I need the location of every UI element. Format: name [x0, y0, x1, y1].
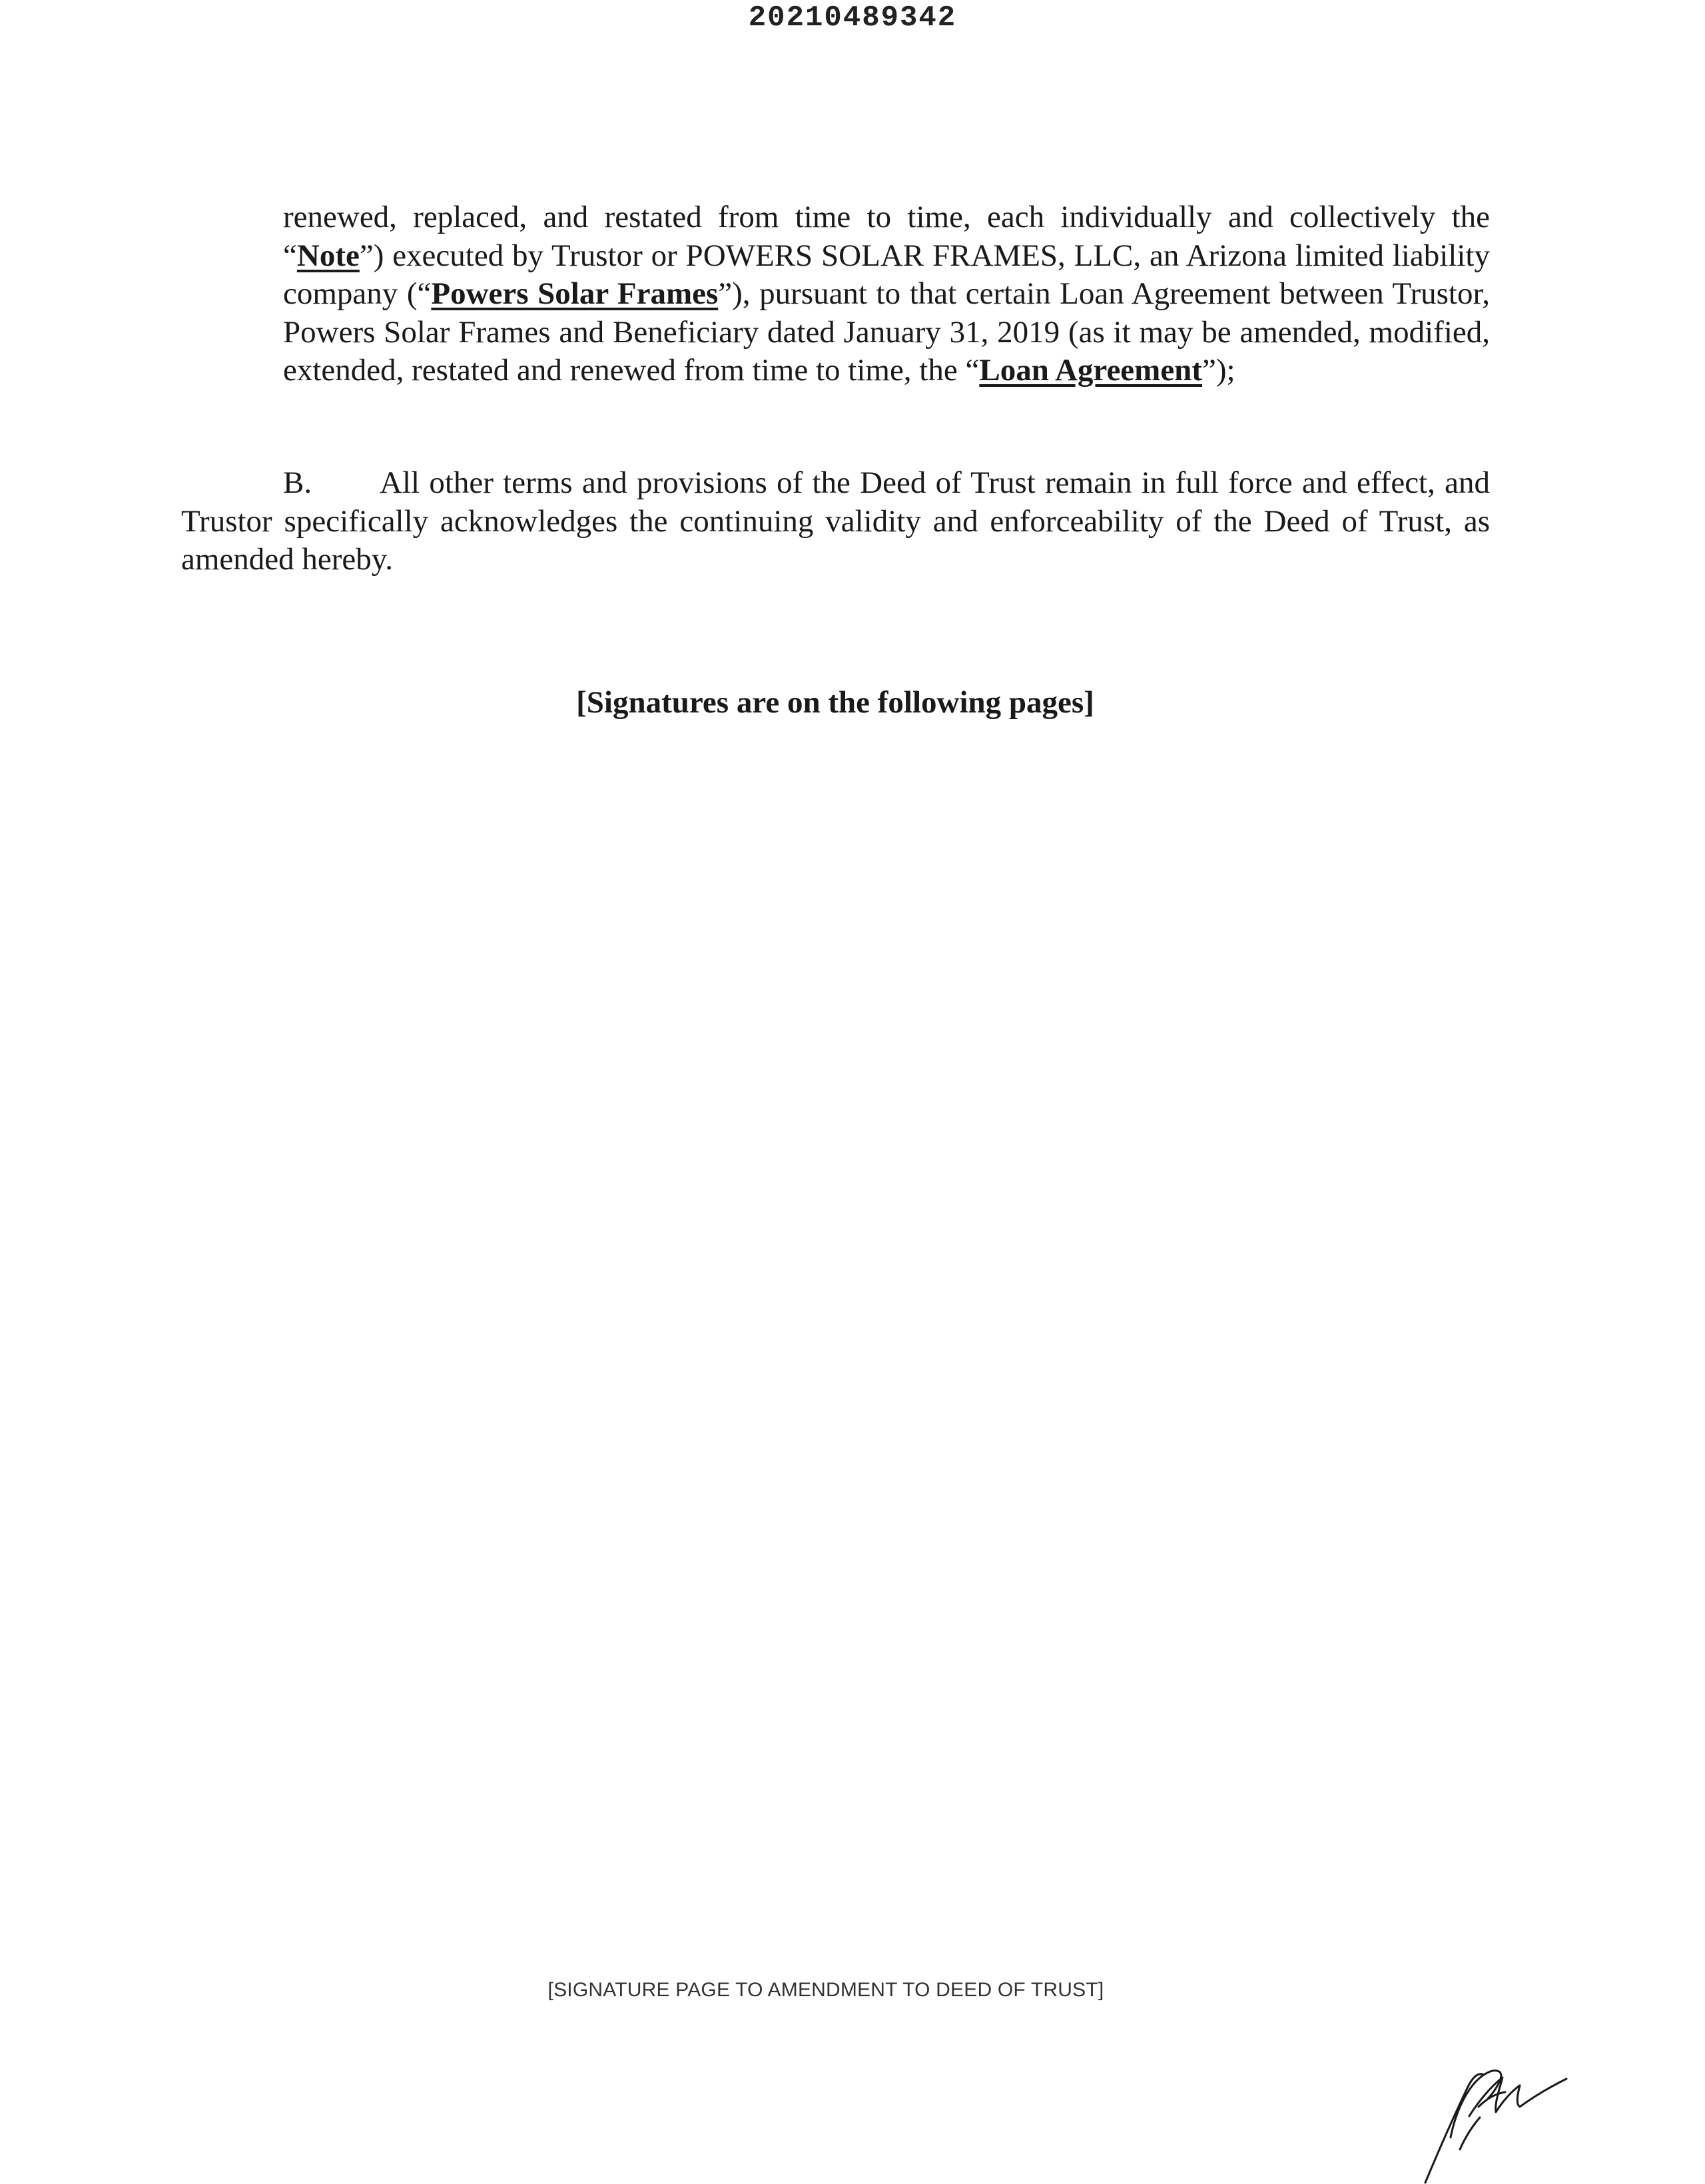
paragraph-label: B.	[283, 465, 312, 500]
paragraph-text: renewed, replaced, and restated from time to time, each individually and collectively the “	[283, 200, 1490, 273]
page-footer: [SIGNATURE PAGE TO AMENDMENT TO DEED OF TRUST]	[547, 1979, 1104, 2001]
handwritten-initials-icon	[1412, 2038, 1578, 2184]
paragraph-b	[181, 464, 1490, 579]
document-number: 20210489342	[748, 1, 957, 35]
defined-term-loan-agreement: Loan Agreement	[979, 353, 1202, 388]
paragraph-text: All other terms and provisions of the Deed of Trust remain in full force and effect, and Trustor specifically acknowledges the continuing validity and enforceability of the Deed of Trust, as amended hereby.	[181, 465, 1490, 577]
paragraph-text: ”), pursuant to that certain Loan Agreement between Trustor, Powers Solar Frames and Beneficiary dated January 31, 2019 (as it may be amended, modified, extended, restated and renewed from time to time, the “	[283, 276, 1490, 388]
defined-term-note: Note	[296, 238, 360, 273]
defined-term-powers-solar-frames: Powers Solar Frames	[431, 276, 719, 311]
signatures-note: [Signatures are on the following pages]	[576, 685, 1094, 720]
paragraph-note-definition	[283, 198, 1490, 390]
paragraph-text: ”) executed by Trustor or POWERS SOLAR FRAMES, LLC, an Arizona limited liability company (“	[283, 238, 1490, 311]
paragraph-text: ”);	[1201, 353, 1235, 388]
